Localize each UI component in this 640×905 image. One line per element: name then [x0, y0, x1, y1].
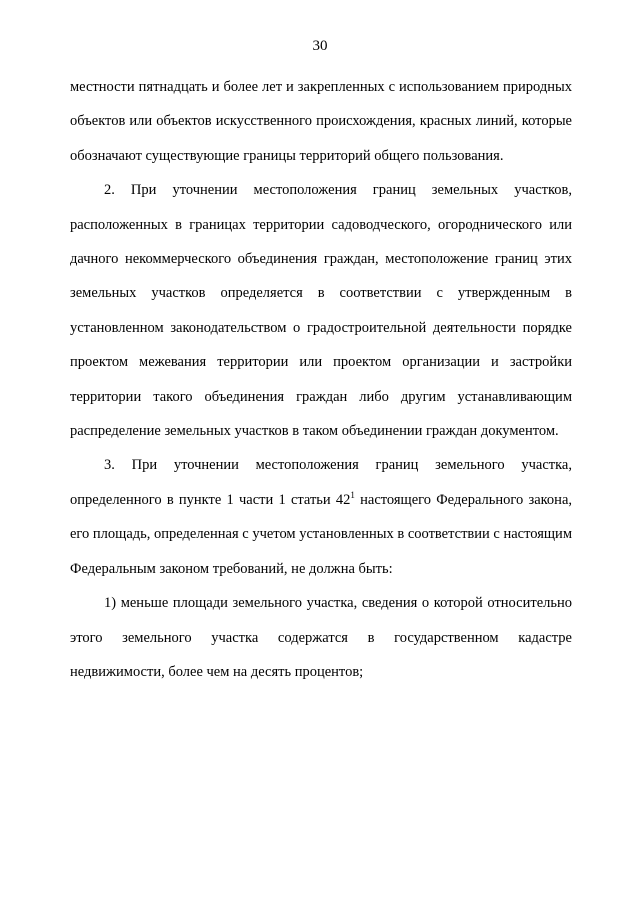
- paragraph-continuation: местности пятнадцать и более лет и закрепленных с использованием природных объектов или объектов искусственного происхождения, красных линий, которые обозначают существующие границы территорий общего пользования.: [70, 79, 572, 164]
- paragraph-item-3: [70, 448, 572, 586]
- paragraph-item-3-text-after: настоящего Федерального закона, его площадь, определенная с учетом установленных в соответствии с настоящим Федеральным законом требований, не должна быть:: [70, 491, 573, 577]
- article-superscript: 1: [350, 490, 355, 501]
- document-body: [70, 70, 572, 689]
- paragraph-subitem-1: 1) меньше площади земельного участка, сведения о которой относительно этого земельного участка содержатся в государственном кадастре недвижимости, более чем на десять процентов;: [70, 595, 572, 680]
- page-number: 30: [312, 38, 328, 54]
- paragraph-item-3-text-before: 3. При уточнении местоположения границ земельного участка, определенного в пункте 1 части 1 статьи 42: [70, 457, 572, 508]
- paragraph-item-2: 2. При уточнении местоположения границ земельных участков, расположенных в границах территории садоводческого, огороднического или дачного некоммерческого объединения граждан, местоположение границ этих земельных участков определяется в соответствии с утвержденным в установленном законодательством о градостроительной деятельности порядке проектом межевания территории или проектом организации и застройки территории такого объединения граждан либо другим устанавливающим распределение земельных участков в таком объединении граждан документом.: [70, 182, 572, 440]
